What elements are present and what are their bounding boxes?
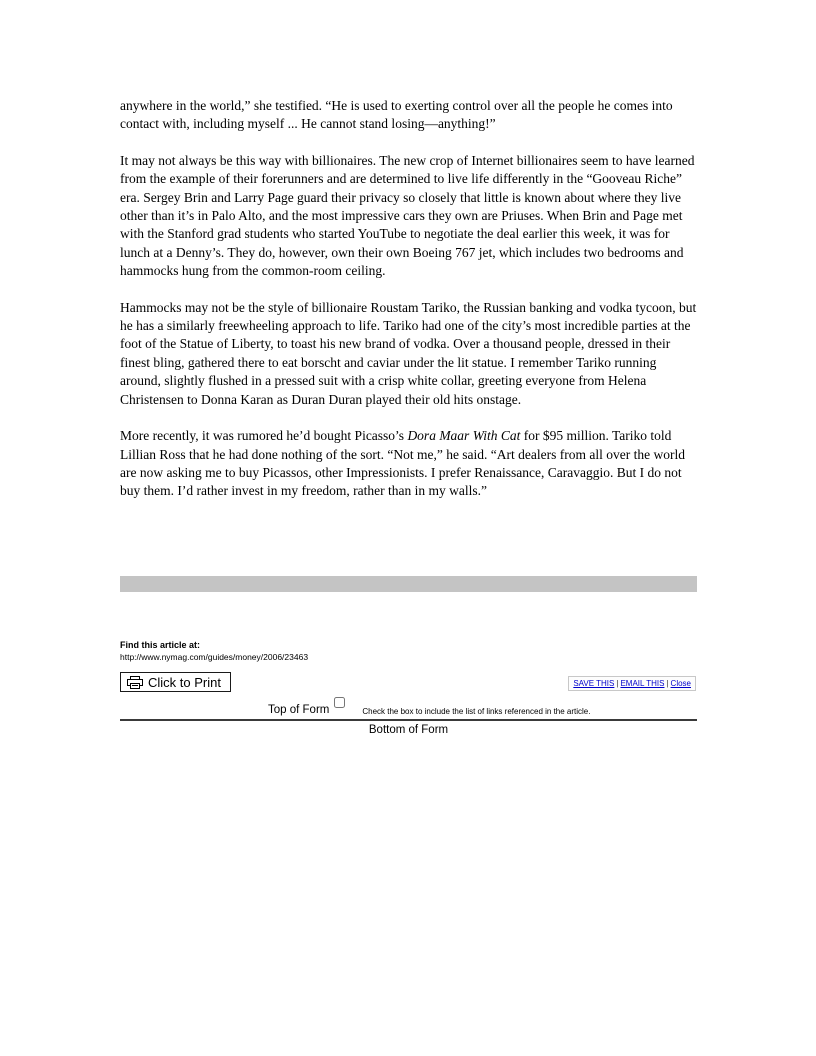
article-paragraph-1: anywhere in the world,” she testified. “He is used to exerting control over all the people he comes into contact with, including myself ... He cannot stand losing—anything!” [120,98,673,132]
checkbox-hint: Check the box to include the list of links referenced in the article. [362,707,591,716]
article-actions-box [568,676,696,691]
bottom-of-form-label: Bottom of Form [368,724,449,736]
article-paragraph-4 [120,427,697,501]
printer-icon [127,676,143,689]
close-link[interactable]: Close [670,679,691,688]
print-button-label: Click to Print [148,674,221,690]
include-links-checkbox[interactable] [334,697,345,708]
find-article-block [120,640,308,663]
link-separator: | [666,679,669,688]
top-of-form-label: Top of Form [268,704,330,716]
find-article-label: Find this article at: [120,640,201,650]
article-paragraph-2: It may not always be this way with billionaires. The new crop of Internet billionaires seem to have learned from the example of their forerunners and are determined to live life differently in the “Gooveau Riche” era. Sergey Brin and Larry Page guard their privacy so closely that little is known about where they live other than it’s in Palo Alto, and the most impressive cars they own are Priuses. When Brin and Page met with the Stanford grad students who started YouTube to negotiate the deal earlier this week, it was for lunch at a Denny’s. They do, however, own their own Boeing 767 jet, which includes two bedrooms and hammocks hung from the common-room ceiling. [120,152,695,279]
paragraph-text: for $95 million. Tariko told Lillian Ross that he had done nothing of the sort. “Not me,” he said. “Art dealers from all over the world are now asking me to buy Picassos, other Impressionists. I prefer Renaissance, Caravaggio. But I do not buy them. I’d rather invest in my freedom, rather than in my walls.” [120,428,685,499]
form-divider [120,719,697,721]
top-of-form-row [268,697,590,717]
paragraph-text: More recently, it was rumored he’d bought Picasso’s [120,428,408,444]
save-this-link[interactable]: SAVE THIS [573,679,615,688]
article-body [120,97,697,519]
click-to-print-button[interactable] [120,672,231,692]
email-this-link[interactable]: EMAIL THIS [620,679,665,688]
artwork-title: Dora Maar With Cat [407,428,521,444]
link-separator: | [616,679,619,688]
separator-bar [120,576,697,592]
article-url: http://www.nymag.com/guides/money/2006/23463 [120,652,309,662]
article-paragraph-3: Hammocks may not be the style of billionaire Roustam Tariko, the Russian banking and vodka tycoon, but he has a similarly freewheeling approach to life. Tariko had one of the city’s most incredible parties at the foot of the Statue of Liberty, to toast his new brand of vodka. Over a thousand people, dressed in their finest bling, gathered there to eat borscht and caviar under the lit statue. I remember Tariko running around, slightly flushed in a pressed suit with a crisp white collar, greeting everyone from Helena Christensen to Donna Karan as Duran Duran played their old hits onstage. [120,299,697,407]
